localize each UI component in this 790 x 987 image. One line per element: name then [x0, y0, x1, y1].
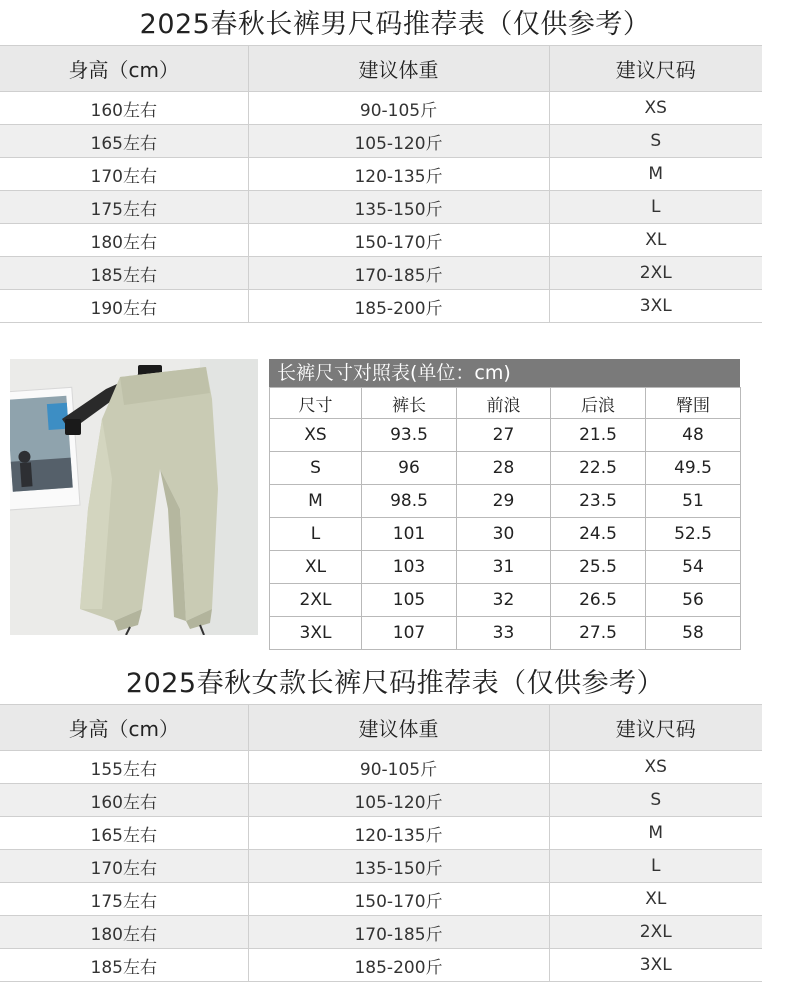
height-cell: 165左右 [0, 125, 248, 158]
size-cell: 2XL [549, 257, 762, 290]
weight-cell: 150-170斤 [248, 883, 549, 916]
front-rise-cell: 29 [457, 485, 551, 518]
size-cell: XS [549, 751, 762, 784]
weight-cell: 135-150斤 [248, 191, 549, 224]
size-cell: XL [549, 883, 762, 916]
table-row [270, 584, 741, 617]
front-rise-cell: 27 [457, 419, 551, 452]
table-row [0, 224, 762, 257]
size-cell: XS [270, 419, 362, 452]
hip-cell: 48 [646, 419, 741, 452]
weight-cell: 135-150斤 [248, 850, 549, 883]
men-size-table [0, 45, 762, 323]
height-cell: 190左右 [0, 290, 248, 323]
front-rise-cell: 30 [457, 518, 551, 551]
back-rise-cell: 22.5 [551, 452, 646, 485]
length-cell: 93.5 [362, 419, 457, 452]
women-size-table [0, 704, 762, 982]
hip-cell: 52.5 [646, 518, 741, 551]
weight-cell: 90-105斤 [248, 751, 549, 784]
table-row [0, 158, 762, 191]
size-cell: 2XL [270, 584, 362, 617]
table-row [0, 191, 762, 224]
size-column-header: 尺寸 [270, 388, 362, 419]
height-cell: 180左右 [0, 224, 248, 257]
size-cell: M [270, 485, 362, 518]
table-row [0, 916, 762, 949]
length-cell: 96 [362, 452, 457, 485]
weight-cell: 170-185斤 [248, 916, 549, 949]
length-cell: 101 [362, 518, 457, 551]
size-header: 建议尺码 [549, 46, 762, 92]
height-cell: 160左右 [0, 784, 248, 817]
height-header: 身高（cm） [0, 46, 248, 92]
size-cell: M [549, 817, 762, 850]
height-cell: 165左右 [0, 817, 248, 850]
table-row [0, 125, 762, 158]
table-row [270, 419, 741, 452]
back-rise-column-header: 后浪 [551, 388, 646, 419]
height-cell: 185左右 [0, 257, 248, 290]
front-rise-cell: 32 [457, 584, 551, 617]
size-chart-title: 长裤尺寸对照表(单位：cm) [269, 359, 740, 387]
height-cell: 160左右 [0, 92, 248, 125]
weight-cell: 185-200斤 [248, 949, 549, 982]
back-rise-cell: 21.5 [551, 419, 646, 452]
weight-cell: 150-170斤 [248, 224, 549, 257]
height-cell: 170左右 [0, 158, 248, 191]
women-size-title: 2025春秋女款长裤尺码推荐表（仅供参考） [125, 668, 665, 699]
size-cell: XL [549, 224, 762, 257]
size-cell: S [549, 125, 762, 158]
front-rise-cell: 33 [457, 617, 551, 650]
back-rise-cell: 26.5 [551, 584, 646, 617]
men-size-title: 2025春秋长裤男尺码推荐表（仅供参考） [139, 9, 651, 40]
front-rise-column-header: 前浪 [457, 388, 551, 419]
size-cell: 2XL [549, 916, 762, 949]
table-row [0, 949, 762, 982]
size-header: 建议尺码 [549, 705, 762, 751]
size-cell: L [549, 191, 762, 224]
back-rise-cell: 23.5 [551, 485, 646, 518]
weight-cell: 105-120斤 [248, 784, 549, 817]
table-row [0, 883, 762, 916]
size-cell: L [270, 518, 362, 551]
size-cell: S [549, 784, 762, 817]
table-row [0, 257, 762, 290]
front-rise-cell: 28 [457, 452, 551, 485]
weight-cell: 90-105斤 [248, 92, 549, 125]
weight-header: 建议体重 [248, 46, 549, 92]
table-row [270, 617, 741, 650]
table-row [0, 784, 762, 817]
weight-cell: 185-200斤 [248, 290, 549, 323]
length-cell: 103 [362, 551, 457, 584]
height-cell: 185左右 [0, 949, 248, 982]
size-chart-header-row [270, 388, 741, 419]
weight-cell: 105-120斤 [248, 125, 549, 158]
women-header-row [0, 705, 762, 751]
size-cell: XS [549, 92, 762, 125]
table-row [0, 751, 762, 784]
table-row [270, 485, 741, 518]
table-row [270, 452, 741, 485]
height-cell: 170左右 [0, 850, 248, 883]
size-chart [269, 359, 740, 650]
weight-cell: 120-135斤 [248, 158, 549, 191]
length-cell: 107 [362, 617, 457, 650]
height-cell: 175左右 [0, 191, 248, 224]
size-cell: XL [270, 551, 362, 584]
table-row [0, 92, 762, 125]
length-cell: 105 [362, 584, 457, 617]
khaki-pants-photo [10, 359, 258, 635]
hip-cell: 54 [646, 551, 741, 584]
table-row [270, 551, 741, 584]
back-rise-cell: 25.5 [551, 551, 646, 584]
hip-cell: 56 [646, 584, 741, 617]
length-cell: 98.5 [362, 485, 457, 518]
weight-header: 建议体重 [248, 705, 549, 751]
size-cell: L [549, 850, 762, 883]
size-cell: S [270, 452, 362, 485]
height-header: 身高（cm） [0, 705, 248, 751]
size-cell: 3XL [549, 290, 762, 323]
length-column-header: 裤长 [362, 388, 457, 419]
height-cell: 175左右 [0, 883, 248, 916]
hip-column-header: 臀围 [646, 388, 741, 419]
size-cell: 3XL [270, 617, 362, 650]
hip-cell: 58 [646, 617, 741, 650]
table-row [270, 518, 741, 551]
weight-cell: 170-185斤 [248, 257, 549, 290]
table-row [0, 850, 762, 883]
front-rise-cell: 31 [457, 551, 551, 584]
size-chart-table [269, 387, 741, 650]
size-cell: M [549, 158, 762, 191]
height-cell: 155左右 [0, 751, 248, 784]
size-cell: 3XL [549, 949, 762, 982]
men-header-row [0, 46, 762, 92]
back-rise-cell: 27.5 [551, 617, 646, 650]
hip-cell: 49.5 [646, 452, 741, 485]
weight-cell: 120-135斤 [248, 817, 549, 850]
back-rise-cell: 24.5 [551, 518, 646, 551]
table-row [0, 817, 762, 850]
hip-cell: 51 [646, 485, 741, 518]
height-cell: 180左右 [0, 916, 248, 949]
table-row [0, 290, 762, 323]
